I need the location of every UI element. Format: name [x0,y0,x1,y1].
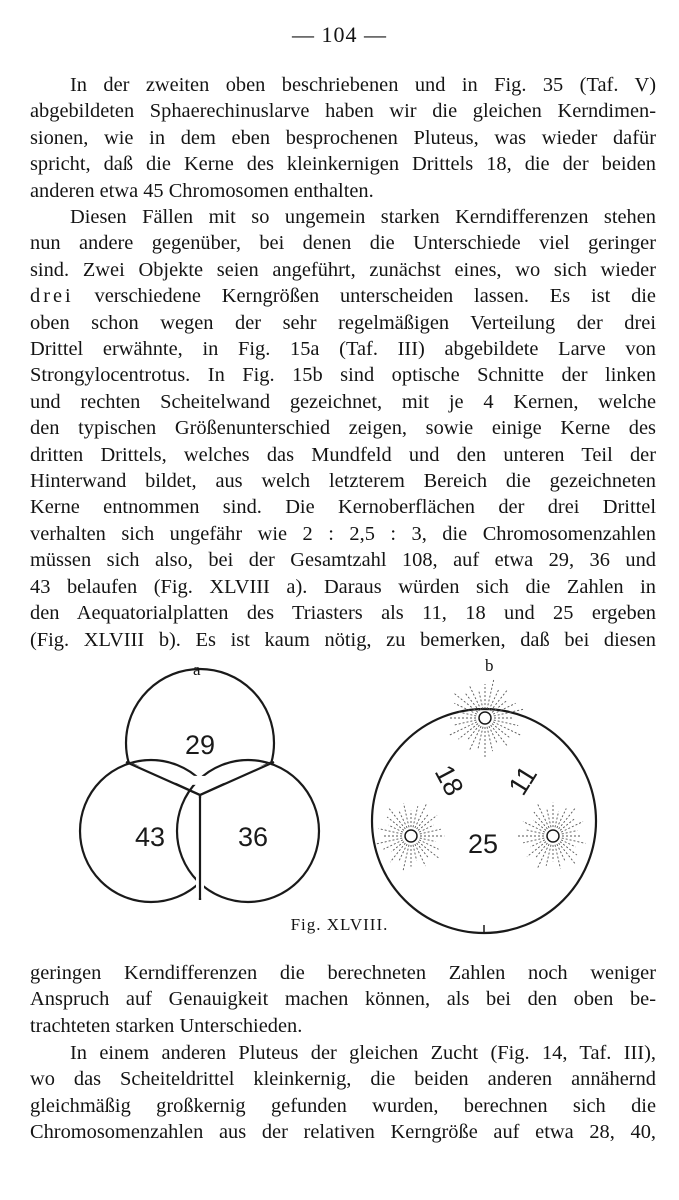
aster-ray [449,722,477,735]
text-line: In einem anderen Pluteus der gleichen Zucht (Fig. 14, Taf. III), [70,1042,656,1064]
aster-ray [555,811,559,827]
aster-ray [526,830,544,834]
aster-ray [418,842,439,859]
aster-ray [559,843,576,864]
centrosome-right [547,830,559,842]
text-line: und rechten Scheitelwand gezeichnet, mit je 4 Kernen, welche [30,390,656,413]
aster-ray [413,845,417,861]
text-line: verhalten sich ungefähr wie 2 : 2,5 : 3, die Chromosomenzahlen [30,522,656,545]
aster-ray [458,712,477,716]
text-line: nun andere gegenüber, bei denen die Unterschiede viel geringer [30,232,656,255]
text-line: Anspruch auf Genauigkeit machen können, als bei den oben be- [30,988,656,1011]
text-line: dritten Drittels, welches das Mundfeld und den unteren Teil der [30,443,656,466]
aster-ray [376,838,402,844]
text-line: abgebildeten Sphaerechinuslarve haben wir die gleichen Kerndimen- [30,100,656,123]
text-line: sind. Zwei Objekte seien angeführt, zunächst eines, wo sich wieder [30,258,656,281]
text-line: 43 belaufen (Fig. XLVIII a). Daraus würden sich die Zahlen in [30,575,656,598]
aster-ray [487,679,494,709]
aster-ray [403,845,409,871]
text-line: spricht, daß die Kerne des kleinkernigen Drittels 18, die der beiden [30,153,656,176]
text-line: Chromosomenzahlen aus der relativen Kerngröße auf etwa 28, 40, [30,1121,656,1144]
text-line: den typischen Größenunterschied zeigen, sowie einige Kerne des [30,417,656,440]
text-line: Diesen Fällen mit so ungemein starken Kerndifferenzen stehen [70,206,656,228]
aster-ray [547,809,551,827]
aster-ray [562,838,586,843]
figure-drawing [0,650,679,950]
aster-ray [562,830,578,834]
aster-ray [379,829,403,834]
aster-ray [493,722,521,735]
text-line: anderen etwa 45 Chromosomen enthalten. [30,179,374,202]
text-line: wo das Scheiteldrittel kleinkernig, die beiden anderen annähernd [30,1068,656,1091]
text-line: Hinterwand bildet, aus welch letzterem Bereich die gezeichneten [30,470,656,493]
value-a-top: 29 [184,730,216,760]
value-b-right: 11 [502,760,543,801]
text-line: Kerne entnommen sind. Die Kernoberflächen der drei Drittel [30,496,656,519]
paragraph-3 [30,960,656,1039]
text-fragment: verschiedene Kerngrößen unterscheiden lassen. Es ist die [73,285,656,308]
aster-ray [537,844,549,868]
value-b-bottom: 25 [467,829,499,859]
value-a-left: 43 [134,822,166,852]
page-number: — 104 — [292,22,387,47]
aster-ray [415,804,427,828]
text-line: In der zweiten oben beschriebenen und in Fig. 35 (Taf. V) [70,74,656,96]
aster-ray [389,808,406,829]
text-line: Strongylocentrotus. In Fig. 15b sind optische Schnitte der linken [30,364,656,387]
paragraph-1 [30,72,656,204]
text-line: Drittel erwähnte, in Fig. 15a (Taf. III) abgebildete Larve von [30,338,656,361]
diagram-b [372,679,596,933]
paragraph-4 [30,1040,656,1146]
text-line: trachteten starken Unterschieden. [30,1014,303,1037]
text-line: (Fig. XLVIII b). Es ist kaum nötig, zu bemerken, daß bei diesen [30,628,656,651]
text-line: gleichmäßig großkernig gefunden wurden, berechnen sich die [30,1094,656,1117]
figure-label-a: a [193,660,201,679]
text-line: geringen Kerndifferenzen die berechneten Zahlen noch weniger [30,962,656,984]
aster-ray [479,691,483,710]
figure-label-b: b [485,656,494,675]
aster-ray [404,804,409,828]
value-a-right: 36 [237,822,269,852]
paragraph-2 [30,204,656,653]
centrosome-left [405,830,417,842]
value-b-left: 18 [428,760,470,801]
figure-xlviii [0,650,679,950]
text-line: den Aequatorialplatten des Triasters als 11, 18 und 25 ergeben [30,602,656,625]
aster-ray [537,804,549,828]
spaced-emphasis: drei [30,285,74,308]
centrosome-top [479,712,491,724]
cell-outline [372,709,596,933]
text-line: müssen sich also, bei der Gesamtzahl 108, auf etwa 29, 36 und [30,549,656,572]
figure-caption: Fig. XLVIII. [290,915,389,934]
aster-ray [494,720,518,726]
aster-ray [487,727,493,751]
text-line: sionen, wie in dem eben besprochenen Pluteus, was wieder dafür [30,126,656,149]
aster-ray [420,838,436,842]
text-line [30,283,656,309]
aster-ray [559,808,576,829]
text-line: oben schon wegen der sehr regelmäßigen Verteilung der drei [30,311,656,334]
aster-ray [555,845,560,869]
